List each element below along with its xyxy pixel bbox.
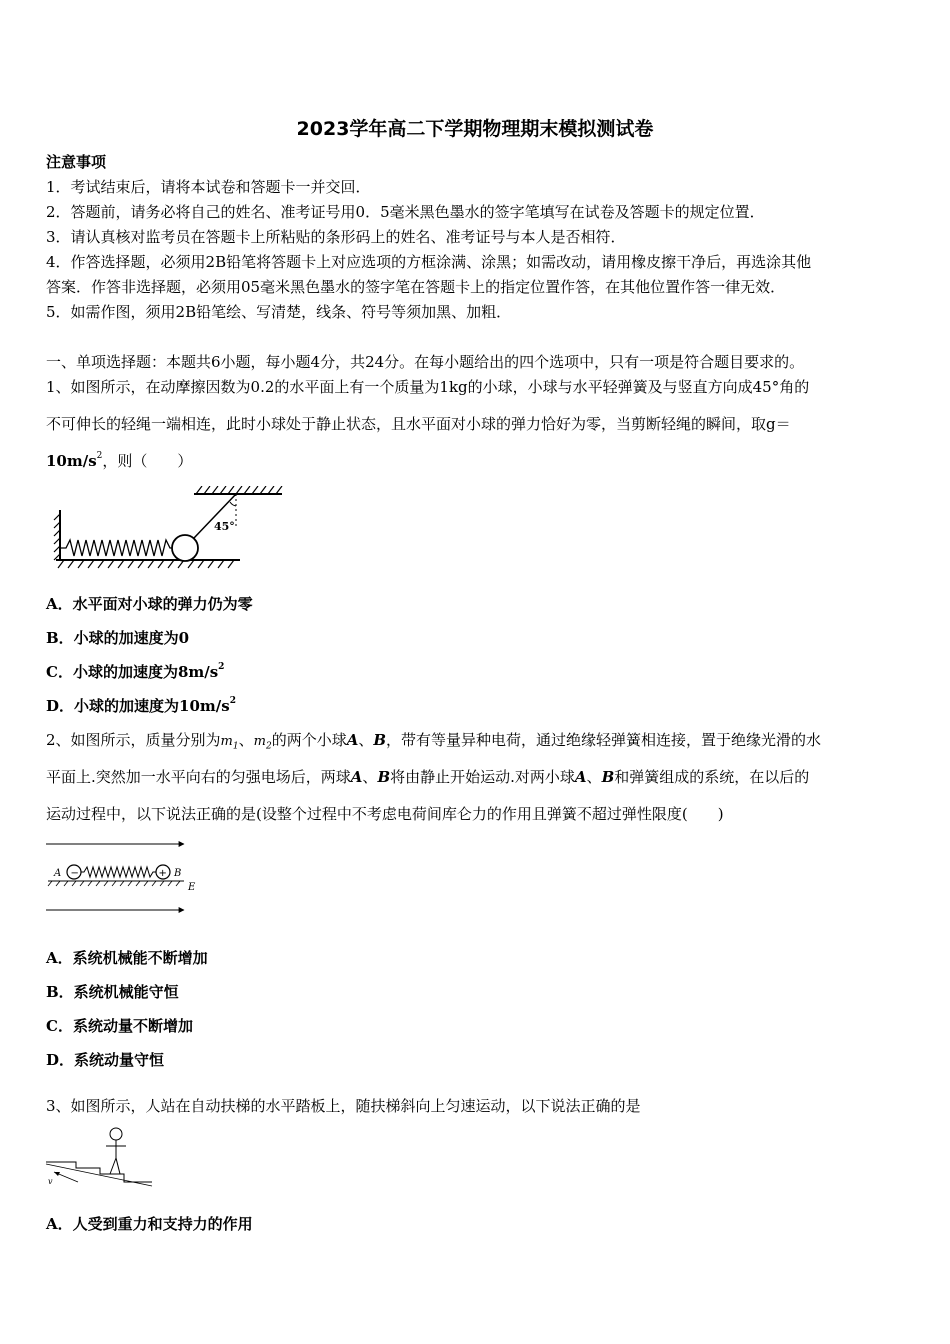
q1-option-c[interactable]: C．小球的加速度为$8m/s^2$ (46, 662, 225, 681)
notice-item-4: 4．作答选择题，必须用2B铅笔将答题卡上对应选项的方框涂满、涂黑；如需改动，请用橡皮擦干净后，再选涂其他 (46, 253, 812, 271)
q2-fig-b-label: B (174, 868, 182, 879)
q1-tail: ，则（ ） (102, 452, 193, 470)
q1-option-a[interactable]: A．水平面对小球的弹力仍为零 (46, 595, 253, 613)
q1-line-1: 1、如图所示，在动摩擦因数为0.2的水平面上有一个质量为1kg的小球，小球与水平轻弹簧及与竖直方向成45°角的 (46, 378, 810, 396)
q1-angle-label: 45° (214, 520, 235, 533)
q2-fig-minus: − (70, 868, 79, 879)
q2-fig-a-label: A (54, 868, 62, 879)
q2-option-b[interactable]: B．系统机械能守恒 (46, 983, 179, 1001)
q2-line-1: 2、如图所示，质量分别为$m_1$、$m_2$的两个小球A、B，带有等量异种电荷，通过绝缘轻弹簧相连接，置于绝缘光滑的水 (46, 731, 822, 752)
q2-line-3: 运动过程中，以下说法正确的是(设整个过程中不考虑电荷间库仑力的作用且弹簧不超过弹性限度( ) (46, 805, 724, 823)
q1-unit-sup: 2 (96, 451, 103, 461)
notice-item-1: 1．考试结束后，请将本试卷和答题卡一并交回． (46, 178, 371, 196)
q1-option-b[interactable]: B．小球的加速度为0 (46, 629, 190, 647)
q2-option-c[interactable]: C．系统动量不断增加 (46, 1017, 193, 1035)
notice-item-5: 5．如需作图，须用2B铅笔绘、写清楚，线条、符号等须加黑、加粗． (46, 303, 512, 321)
notice-item-2: 2．答题前，请务必将自己的姓名、准考证号用0．5毫米黑色墨水的签字笔填写在试卷及答题卡的规定位置． (46, 203, 765, 221)
q1-option-d[interactable]: D．小球的加速度为$10m/s^2$ (46, 696, 236, 715)
q2-figure (44, 834, 204, 918)
q3-line-1: 3、如图所示，人站在自动扶梯的水平踏板上，随扶梯斜向上匀速运动，以下说法正确的是 (46, 1097, 641, 1115)
q2-fig-e-label: E (188, 882, 196, 893)
q1-figure (44, 486, 284, 572)
q3-figure (44, 1124, 156, 1192)
q1-line-3 (46, 451, 192, 471)
q2-line-2: 平面上.突然加一水平向右的匀强电场后，两球A、B将由静止开始运动.对两小球A、B和弹簧组成的系统，在以后的 (46, 768, 810, 786)
notice-item-3: 3．请认真核对监考员在答题卡上所粘贴的条形码上的姓名、准考证号与本人是否相符． (46, 228, 626, 246)
q1-unit: 10m/s (46, 452, 97, 470)
notice-item-4-cont: 答案．作答非选择题，必须用05毫米黑色墨水的签字笔在答题卡上的指定位置作答，在其他位置作答一律无效． (46, 278, 786, 296)
q2-fig-plus: + (158, 868, 167, 879)
q3-option-a[interactable]: A．人受到重力和支持力的作用 (46, 1215, 253, 1233)
notice-heading: 注意事项 (46, 153, 107, 171)
page-title: 2023学年高二下学期物理期末模拟测试卷 (296, 118, 654, 140)
q3-fig-v-label: v (48, 1177, 53, 1186)
q1-line-2: 不可伸长的轻绳一端相连，此时小球处于静止状态，且水平面对小球的弹力恰好为零，当剪断轻绳的瞬间，取g＝ (46, 415, 791, 433)
section-heading: 一、单项选择题：本题共6小题，每小题4分，共24分。在每小题给出的四个选项中，只有一项是符合题目要求的。 (46, 353, 805, 371)
q2-option-d[interactable]: D．系统动量守恒 (46, 1051, 165, 1069)
q2-option-a[interactable]: A．系统机械能不断增加 (46, 949, 208, 967)
